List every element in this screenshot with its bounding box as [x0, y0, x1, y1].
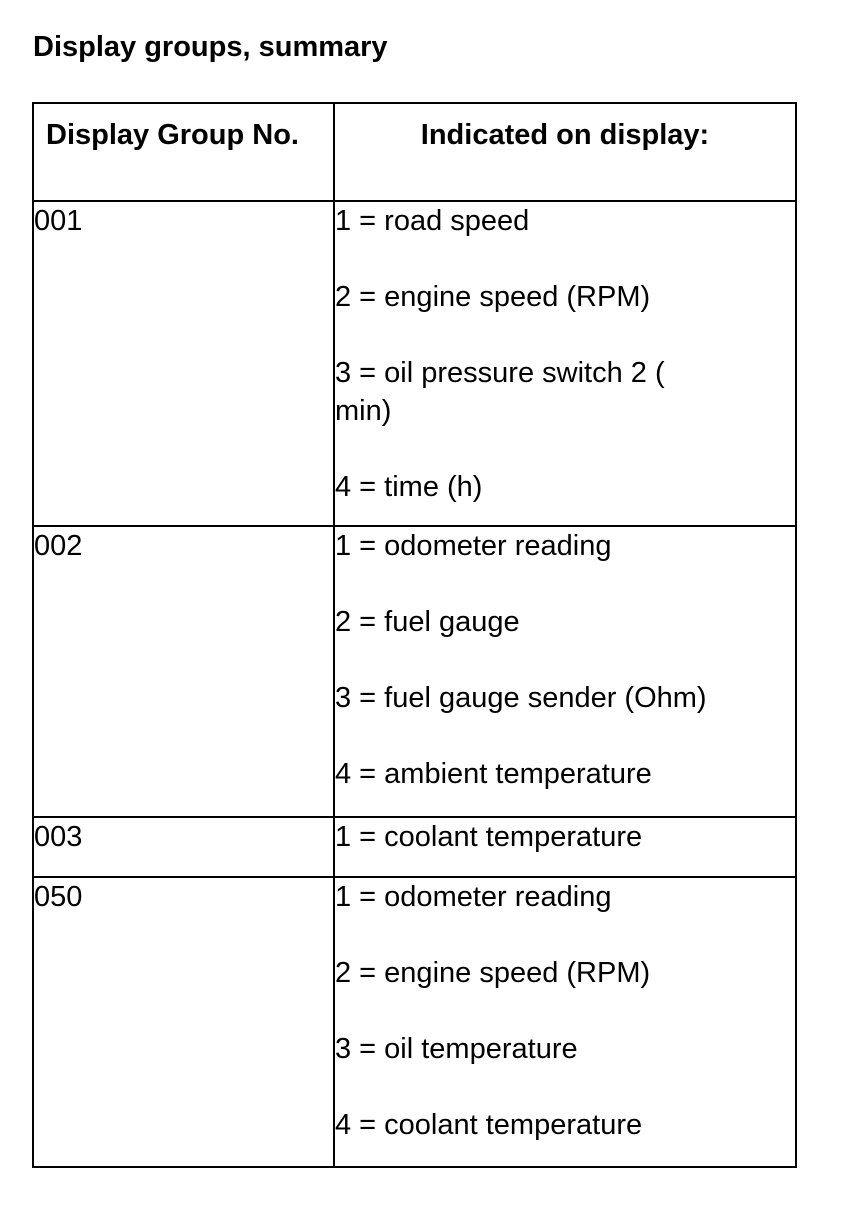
table-header-row	[33, 103, 796, 201]
page-title: Display groups, summary	[33, 31, 388, 63]
group-number: 002	[33, 526, 334, 817]
header-indicated-on-display: Indicated on display:	[334, 103, 796, 201]
table-row	[33, 526, 796, 817]
table-row	[33, 877, 796, 1167]
list-item: 4 = time (h)	[335, 471, 483, 503]
group-items	[334, 877, 796, 1167]
group-items	[334, 817, 796, 877]
list-item: 3 = oil pressure switch 2 ( min)	[335, 357, 665, 427]
list-item: 1 = odometer reading	[335, 530, 612, 562]
group-number: 001	[33, 201, 334, 526]
list-item: 4 = ambient temperature	[335, 758, 652, 790]
list-item: 3 = fuel gauge sender (Ohm)	[335, 682, 707, 714]
list-item: 1 = odometer reading	[335, 881, 612, 913]
group-items	[334, 201, 796, 526]
table-row	[33, 817, 796, 877]
list-item: 2 = engine speed (RPM)	[335, 281, 651, 313]
list-item: 1 = road speed	[335, 205, 530, 237]
list-item: 1 = coolant temperature	[335, 821, 643, 853]
list-item: 2 = fuel gauge	[335, 606, 520, 638]
list-item: 4 = coolant temperature	[335, 1109, 643, 1141]
group-number: 003	[33, 817, 334, 877]
group-number: 050	[33, 877, 334, 1167]
table-row	[33, 201, 796, 526]
list-item: 3 = oil temperature	[335, 1033, 578, 1065]
display-groups-table	[32, 102, 797, 1168]
header-display-group-no: Display Group No.	[33, 103, 334, 201]
list-item: 2 = engine speed (RPM)	[335, 957, 651, 989]
group-items	[334, 526, 796, 817]
